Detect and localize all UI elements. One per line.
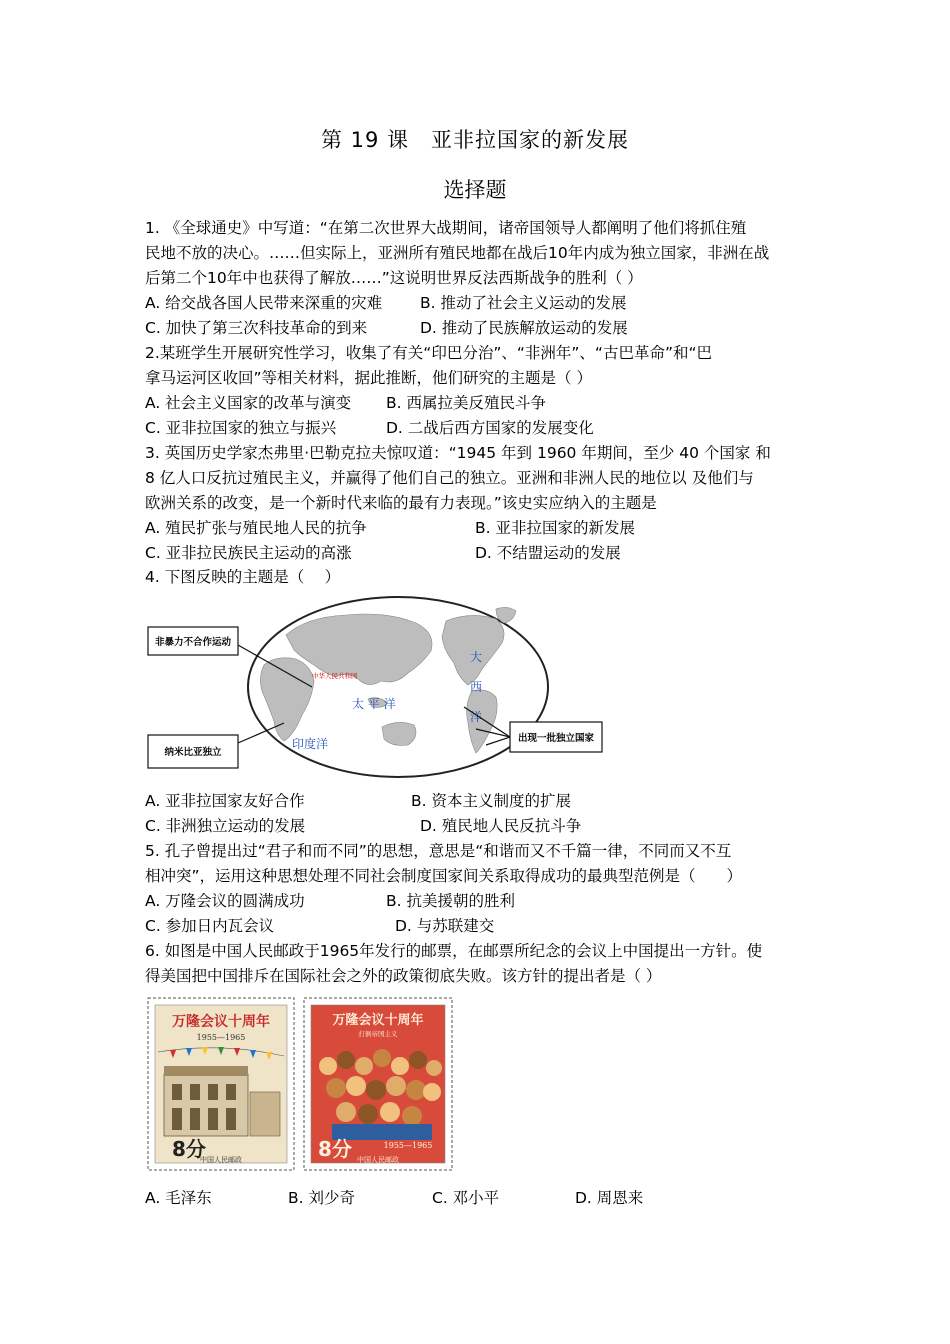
q1-option-a[interactable]: A. 给交战各国人民带来深重的灾难 (145, 294, 383, 312)
q5-stem-line2: 相冲突”，运用这种思想处理不同社会制度国家间关系取得成功的最典型范例是（ ） (145, 867, 743, 885)
q3-option-d[interactable]: D. 不结盟运动的发展 (475, 544, 621, 562)
q2-option-c[interactable]: C. 亚非拉国家的独立与振兴 (145, 419, 337, 437)
map-label-atlantic-3: 洋 (470, 710, 483, 724)
stamp1-years: 1955—1965 (196, 1033, 246, 1042)
q6-option-a[interactable]: A. 毛泽东 (145, 1189, 212, 1207)
page-title: 第 19 课 亚非拉国家的新发展 (320, 128, 630, 152)
q3-stem-line2: 8 亿人口反抗过殖民主义，并赢得了他们自己的独立。亚洲和非洲人民的地位以 及他们与 (145, 469, 754, 487)
q6-stem-line1: 6. 如图是中国人民邮政于1965年发行的邮票，在邮票所纪念的会议上中国提出一方针。使 (145, 942, 763, 960)
q3-stem-line1: 3. 英国历史学家杰弗里·巴勒克拉夫惊叹道：“1945 年到 1960 年期间，至少 40 个国家 和 (145, 444, 771, 462)
q1-option-b[interactable]: B. 推动了社会主义运动的发展 (420, 294, 627, 312)
q2-option-d[interactable]: D. 二战后西方国家的发展变化 (386, 419, 594, 437)
map-label-atlantic-1: 大 (470, 650, 483, 664)
box-nonviolent-label: 非暴力不合作运动 (154, 637, 232, 648)
q5-option-c[interactable]: C. 参加日内瓦会议 (145, 917, 275, 935)
stamp-bandung-people (304, 998, 452, 1170)
q3-stem-line3: 欧洲关系的改变，是一个新时代来临的最有力表现。”该史实应纳入的主题是 (145, 494, 657, 512)
q6-option-c[interactable]: C. 邓小平 (432, 1189, 500, 1207)
q1-option-d[interactable]: D. 推动了民族解放运动的发展 (420, 319, 628, 337)
q2-stem-line1: 2.某班学生开展研究性学习，收集了有关“印巴分治”、“非洲年”、“古巴革命”和“巴 (145, 344, 713, 362)
q6-stem-line2: 得美国把中国排斥在国际社会之外的政策彻底失败。该方针的提出者是（ ） (145, 967, 662, 985)
q5-option-b[interactable]: B. 抗美援朝的胜利 (386, 892, 515, 910)
q4-option-a[interactable]: A. 亚非拉国家友好合作 (145, 792, 305, 810)
q1-stem-line3: 后第二个10年中也获得了解放……”这说明世界反法西斯战争的胜利（ ） (145, 269, 643, 287)
stamp2-banner: 打倒帝国主义 (358, 1030, 398, 1038)
box-latam-label: 出现一批独立国家 (517, 733, 595, 744)
q4-option-c[interactable]: C. 非洲独立运动的发展 (145, 817, 306, 835)
map-label-prc: 中华人民共和国 (312, 672, 358, 680)
q2-stem-line2: 拿马运河区收回”等相关材料，据此推断，他们研究的主题是（ ） (145, 369, 592, 387)
q5-option-d[interactable]: D. 与苏联建交 (395, 917, 495, 935)
q6-option-d[interactable]: D. 周恩来 (575, 1189, 644, 1207)
q5-stem-line1: 5. 孔子曾提出过“君子和而不同”的思想，意思是“和谐而又不千篇一律，不同而又不互 (145, 842, 732, 860)
q4-option-b[interactable]: B. 资本主义制度的扩展 (411, 792, 571, 810)
stamp1-value: 8分 (172, 1137, 206, 1161)
q3-option-b[interactable]: B. 亚非拉国家的新发展 (475, 519, 635, 537)
stamp1-footer: 中国人民邮政 (200, 1156, 242, 1164)
map-label-indian: 印度洋 (292, 737, 329, 751)
q2-option-a[interactable]: A. 社会主义国家的改革与演变 (145, 394, 352, 412)
q1-stem-line1: 1. 《全球通史》中写道：“在第二次世界大战期间，诸帝国领导人都阐明了他们将抓住殖 (145, 219, 747, 237)
q2-option-b[interactable]: B. 西属拉美反殖民斗争 (386, 394, 546, 412)
stamp2-footer: 中国人民邮政 (357, 1156, 399, 1164)
q1-stem-line2: 民地不放的决心。……但实际上，亚洲所有殖民地都在战后10年内成为独立国家，非洲在战 (145, 244, 770, 262)
q3-option-a[interactable]: A. 殖民扩张与殖民地人民的抗争 (145, 519, 367, 537)
map-label-atlantic-2: 西 (470, 680, 483, 694)
section-heading: 选择题 (443, 178, 507, 202)
box-namibia-label: 纳米比亚独立 (164, 747, 222, 758)
stamp2-title: 万隆会议十周年 (332, 1013, 424, 1028)
stamp-bandung-building (148, 998, 294, 1170)
q4-option-d[interactable]: D. 殖民地人民反抗斗争 (420, 817, 582, 835)
stamp1-title: 万隆会议十周年 (172, 1014, 270, 1030)
q5-option-a[interactable]: A. 万隆会议的圆满成功 (145, 892, 305, 910)
q4-stem-line1: 4. 下图反映的主题是（ ） (145, 568, 341, 586)
stamps-figure (146, 996, 456, 1172)
q1-option-c[interactable]: C. 加快了第三次科技革命的到来 (145, 319, 368, 337)
q3-option-c[interactable]: C. 亚非拉民族民主运动的高涨 (145, 544, 352, 562)
world-map-figure (146, 595, 606, 780)
stamp2-years: 1955—1965 (383, 1141, 433, 1150)
map-label-pacific: 太 平 洋 (352, 697, 396, 711)
q6-option-b[interactable]: B. 刘少奇 (288, 1189, 355, 1207)
stamp2-value: 8分 (318, 1137, 352, 1161)
